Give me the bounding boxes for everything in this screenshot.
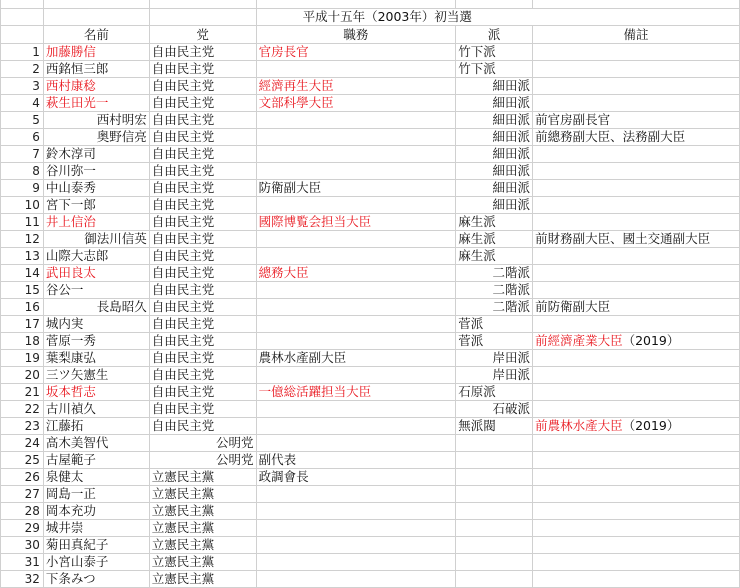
header-party[interactable]: 党 <box>149 26 256 44</box>
post-cell[interactable] <box>256 333 456 350</box>
faction-cell[interactable]: 無派閥 <box>456 418 533 435</box>
row-number-cell[interactable]: 24 <box>1 435 44 452</box>
note-cell[interactable] <box>533 469 740 486</box>
faction-cell[interactable] <box>456 571 533 588</box>
table-row <box>1 129 740 146</box>
cell[interactable] <box>533 0 740 9</box>
note-cell[interactable]: 前防衛副大臣 <box>533 299 740 316</box>
row-number-cell[interactable]: 23 <box>1 418 44 435</box>
post-cell[interactable] <box>256 537 456 554</box>
party-cell[interactable]: 立憲民主黨 <box>149 503 256 520</box>
party-cell[interactable]: 自由民主党 <box>149 214 256 231</box>
table-row <box>1 452 740 469</box>
name-cell[interactable]: 岡島一正 <box>43 486 149 503</box>
note-cell[interactable] <box>533 214 740 231</box>
faction-cell[interactable]: 細田派 <box>456 197 533 214</box>
faction-cell[interactable]: 竹下派 <box>456 44 533 61</box>
row-number-cell[interactable]: 27 <box>1 486 44 503</box>
name-cell[interactable]: 奥野信亮 <box>43 129 149 146</box>
table-row <box>1 469 740 486</box>
post-cell[interactable] <box>256 316 456 333</box>
table-row <box>1 197 740 214</box>
post-cell[interactable] <box>256 61 456 78</box>
faction-cell[interactable]: 石原派 <box>456 384 533 401</box>
faction-cell[interactable]: 岸田派 <box>456 367 533 384</box>
name-cell[interactable]: 長島昭久 <box>43 299 149 316</box>
faction-cell[interactable]: 細田派 <box>456 95 533 112</box>
note-cell[interactable] <box>533 418 740 435</box>
faction-cell[interactable]: 二階派 <box>456 265 533 282</box>
faction-cell[interactable] <box>456 469 533 486</box>
faction-cell[interactable]: 細田派 <box>456 146 533 163</box>
note-cell[interactable] <box>533 316 740 333</box>
name-cell[interactable]: 鈴木淳司 <box>43 146 149 163</box>
note-cell[interactable] <box>533 197 740 214</box>
note-cell[interactable]: 前官房副長官 <box>533 112 740 129</box>
faction-cell[interactable]: 細田派 <box>456 112 533 129</box>
faction-cell[interactable]: 二階派 <box>456 282 533 299</box>
post-cell[interactable]: 副代表 <box>256 452 456 469</box>
note-cell[interactable] <box>533 537 740 554</box>
row-number-cell[interactable]: 31 <box>1 554 44 571</box>
name-cell[interactable]: 谷川弥一 <box>43 163 149 180</box>
name-cell[interactable]: 城内実 <box>43 316 149 333</box>
note-cell[interactable] <box>533 180 740 197</box>
table-row <box>1 384 740 401</box>
table-row <box>1 78 740 95</box>
post-cell[interactable] <box>256 418 456 435</box>
note-cell[interactable] <box>533 61 740 78</box>
row-number-cell[interactable]: 28 <box>1 503 44 520</box>
table-row <box>1 503 740 520</box>
note-year: （2019） <box>622 418 680 433</box>
faction-cell[interactable]: 菅派 <box>456 316 533 333</box>
post-cell[interactable]: 一億総活躍担当大臣 <box>256 384 456 401</box>
table-row <box>1 299 740 316</box>
faction-cell[interactable] <box>456 486 533 503</box>
post-cell[interactable] <box>256 163 456 180</box>
note-cell[interactable]: 前財務副大臣、國土交通副大臣 <box>533 231 740 248</box>
party-cell[interactable]: 自由民主党 <box>149 316 256 333</box>
name-cell[interactable]: 江藤拓 <box>43 418 149 435</box>
cell[interactable] <box>43 9 149 26</box>
faction-cell[interactable]: 二階派 <box>456 299 533 316</box>
note-year: （2019） <box>622 333 680 348</box>
name-cell[interactable]: 坂本哲志 <box>43 384 149 401</box>
party-cell[interactable]: 自由民主党 <box>149 265 256 282</box>
table-row <box>1 537 740 554</box>
party-cell[interactable]: 自由民主党 <box>149 61 256 78</box>
party-cell[interactable]: 自由民主党 <box>149 367 256 384</box>
name-cell[interactable]: 西村康稔 <box>43 78 149 95</box>
table-row <box>1 282 740 299</box>
name-cell[interactable]: 菅原一秀 <box>43 333 149 350</box>
header-row <box>1 26 740 44</box>
party-cell[interactable]: 自由民主党 <box>149 197 256 214</box>
name-cell[interactable]: 三ツ矢憲生 <box>43 367 149 384</box>
row-number-cell[interactable]: 20 <box>1 367 44 384</box>
party-cell[interactable]: 公明党 <box>149 452 256 469</box>
table-row <box>1 418 740 435</box>
name-cell[interactable]: 谷公一 <box>43 282 149 299</box>
row-number-cell[interactable]: 1 <box>1 44 44 61</box>
row-number-cell[interactable]: 29 <box>1 520 44 537</box>
table-row <box>1 146 740 163</box>
row-number-cell[interactable]: 12 <box>1 231 44 248</box>
row-number-cell[interactable] <box>1 0 44 9</box>
faction-cell[interactable] <box>456 503 533 520</box>
row-number-cell[interactable]: 16 <box>1 299 44 316</box>
party-cell[interactable]: 立憲民主黨 <box>149 520 256 537</box>
note-cell[interactable] <box>533 333 740 350</box>
post-cell[interactable] <box>256 401 456 418</box>
table-row <box>1 554 740 571</box>
faction-cell[interactable]: 石破派 <box>456 401 533 418</box>
party-cell[interactable]: 自由民主党 <box>149 180 256 197</box>
header-name[interactable]: 名前 <box>43 26 149 44</box>
row-number-cell[interactable]: 13 <box>1 248 44 265</box>
note-cell[interactable] <box>533 248 740 265</box>
note-cell[interactable] <box>533 401 740 418</box>
faction-cell[interactable]: 麻生派 <box>456 214 533 231</box>
note-cell[interactable] <box>533 78 740 95</box>
note-cell[interactable] <box>533 384 740 401</box>
sheet-title[interactable]: 平成十五年（2003年）初当選 <box>256 9 739 26</box>
note-cell[interactable] <box>533 486 740 503</box>
row-number-cell[interactable]: 8 <box>1 163 44 180</box>
row-number-cell[interactable]: 11 <box>1 214 44 231</box>
party-cell[interactable]: 自由民主党 <box>149 78 256 95</box>
row-number-cell[interactable]: 15 <box>1 282 44 299</box>
name-cell[interactable]: 宮下一郎 <box>43 197 149 214</box>
name-cell[interactable]: 西銘恒三郎 <box>43 61 149 78</box>
post-cell[interactable] <box>256 520 456 537</box>
name-cell[interactable]: 西村明宏 <box>43 112 149 129</box>
post-cell[interactable] <box>256 248 456 265</box>
party-cell[interactable]: 立憲民主黨 <box>149 554 256 571</box>
note-highlight: 前農林水產大臣 <box>535 418 623 433</box>
name-cell[interactable]: 古川禎久 <box>43 401 149 418</box>
faction-cell[interactable] <box>456 435 533 452</box>
post-cell[interactable] <box>256 146 456 163</box>
party-cell[interactable]: 立憲民主黨 <box>149 537 256 554</box>
table-row <box>1 61 740 78</box>
post-cell[interactable]: 經濟再生大臣 <box>256 78 456 95</box>
name-cell[interactable]: 葉梨康弘 <box>43 350 149 367</box>
note-cell[interactable] <box>533 520 740 537</box>
table-row <box>1 112 740 129</box>
note-cell[interactable] <box>533 571 740 588</box>
table-row <box>1 571 740 588</box>
table-row <box>1 214 740 231</box>
faction-cell[interactable]: 細田派 <box>456 78 533 95</box>
name-cell[interactable]: 泉健太 <box>43 469 149 486</box>
name-cell[interactable]: 下条みつ <box>43 571 149 588</box>
party-cell[interactable]: 自由民主党 <box>149 384 256 401</box>
table-row <box>1 163 740 180</box>
note-cell[interactable] <box>533 435 740 452</box>
faction-cell[interactable]: 菅派 <box>456 333 533 350</box>
note-cell[interactable] <box>533 163 740 180</box>
party-cell[interactable]: 自由民主党 <box>149 44 256 61</box>
faction-cell[interactable]: 細田派 <box>456 180 533 197</box>
row-number-cell[interactable]: 17 <box>1 316 44 333</box>
party-cell[interactable]: 自由民主党 <box>149 163 256 180</box>
note-cell[interactable] <box>533 265 740 282</box>
table-row <box>1 435 740 452</box>
note-cell[interactable]: 前總務副大臣、法務副大臣 <box>533 129 740 146</box>
cell[interactable] <box>256 0 456 9</box>
party-cell[interactable]: 自由民主党 <box>149 350 256 367</box>
row-number-cell[interactable]: 7 <box>1 146 44 163</box>
post-cell[interactable] <box>256 503 456 520</box>
faction-cell[interactable]: 麻生派 <box>456 231 533 248</box>
name-cell[interactable]: 中山泰秀 <box>43 180 149 197</box>
party-cell[interactable]: 自由民主党 <box>149 112 256 129</box>
row-number-cell[interactable]: 25 <box>1 452 44 469</box>
post-cell[interactable] <box>256 129 456 146</box>
party-cell[interactable]: 自由民主党 <box>149 248 256 265</box>
faction-cell[interactable] <box>456 537 533 554</box>
cell[interactable] <box>149 9 256 26</box>
post-cell[interactable] <box>256 231 456 248</box>
header-note[interactable]: 備註 <box>533 26 740 44</box>
table-row <box>1 95 740 112</box>
title-row <box>1 9 740 26</box>
row-number-cell[interactable]: 26 <box>1 469 44 486</box>
table-row <box>1 401 740 418</box>
row-number-cell[interactable]: 22 <box>1 401 44 418</box>
party-cell[interactable]: 立憲民主黨 <box>149 486 256 503</box>
party-cell[interactable]: 自由民主党 <box>149 401 256 418</box>
faction-cell[interactable] <box>456 520 533 537</box>
faction-cell[interactable]: 細田派 <box>456 163 533 180</box>
post-cell[interactable]: 政調會長 <box>256 469 456 486</box>
post-cell[interactable]: 總務大臣 <box>256 265 456 282</box>
table-row <box>1 231 740 248</box>
note-cell[interactable] <box>533 44 740 61</box>
cell[interactable] <box>456 0 533 9</box>
row-number-cell[interactable]: 14 <box>1 265 44 282</box>
cell[interactable] <box>43 0 149 9</box>
table-row <box>1 44 740 61</box>
post-cell[interactable]: 防衛副大臣 <box>256 180 456 197</box>
party-cell[interactable]: 立憲民主黨 <box>149 571 256 588</box>
row-number-cell[interactable]: 9 <box>1 180 44 197</box>
faction-cell[interactable] <box>456 452 533 469</box>
faction-cell[interactable]: 麻生派 <box>456 248 533 265</box>
name-cell[interactable]: 小宮山泰子 <box>43 554 149 571</box>
row-number-cell[interactable]: 30 <box>1 537 44 554</box>
faction-cell[interactable]: 細田派 <box>456 129 533 146</box>
name-cell[interactable]: 高木美智代 <box>43 435 149 452</box>
name-cell[interactable]: 菊田真紀子 <box>43 537 149 554</box>
name-cell[interactable]: 加藤勝信 <box>43 44 149 61</box>
row-number-cell[interactable]: 2 <box>1 61 44 78</box>
name-cell[interactable]: 岡本充功 <box>43 503 149 520</box>
note-cell[interactable] <box>533 146 740 163</box>
post-cell[interactable] <box>256 197 456 214</box>
note-cell[interactable] <box>533 554 740 571</box>
table-row <box>1 350 740 367</box>
name-cell[interactable]: 武田良太 <box>43 265 149 282</box>
row-number-cell[interactable]: 10 <box>1 197 44 214</box>
table-row <box>1 265 740 282</box>
party-cell[interactable]: 自由民主党 <box>149 95 256 112</box>
post-cell[interactable]: 文部科學大臣 <box>256 95 456 112</box>
spreadsheet-blank-row <box>1 0 740 9</box>
row-number-cell[interactable]: 19 <box>1 350 44 367</box>
faction-cell[interactable]: 竹下派 <box>456 61 533 78</box>
post-cell[interactable] <box>256 486 456 503</box>
name-cell[interactable]: 城井崇 <box>43 520 149 537</box>
faction-cell[interactable] <box>456 554 533 571</box>
post-cell[interactable] <box>256 367 456 384</box>
table-row <box>1 316 740 333</box>
post-cell[interactable]: 農林水產副大臣 <box>256 350 456 367</box>
note-cell[interactable] <box>533 452 740 469</box>
row-number-cell[interactable]: 21 <box>1 384 44 401</box>
name-cell[interactable]: 萩生田光一 <box>43 95 149 112</box>
party-cell[interactable]: 自由民主党 <box>149 418 256 435</box>
table-row <box>1 367 740 384</box>
row-number-cell[interactable]: 32 <box>1 571 44 588</box>
table-row <box>1 248 740 265</box>
row-number-cell[interactable] <box>1 26 44 44</box>
post-cell[interactable] <box>256 299 456 316</box>
post-cell[interactable] <box>256 571 456 588</box>
post-cell[interactable]: 國際博覧会担当大臣 <box>256 214 456 231</box>
party-cell[interactable]: 自由民主党 <box>149 299 256 316</box>
row-number-cell[interactable]: 6 <box>1 129 44 146</box>
name-cell[interactable]: 古屋範子 <box>43 452 149 469</box>
party-cell[interactable]: 立憲民主黨 <box>149 469 256 486</box>
table-row <box>1 486 740 503</box>
post-cell[interactable] <box>256 435 456 452</box>
cell[interactable] <box>149 0 256 9</box>
party-cell[interactable]: 自由民主党 <box>149 333 256 350</box>
faction-cell[interactable]: 岸田派 <box>456 350 533 367</box>
note-cell[interactable] <box>533 367 740 384</box>
header-faction[interactable]: 派 <box>456 26 533 44</box>
party-cell[interactable]: 自由民主党 <box>149 282 256 299</box>
post-cell[interactable] <box>256 112 456 129</box>
party-cell[interactable]: 公明党 <box>149 435 256 452</box>
table-row <box>1 180 740 197</box>
party-cell[interactable]: 自由民主党 <box>149 129 256 146</box>
table-row <box>1 520 740 537</box>
note-cell[interactable] <box>533 503 740 520</box>
note-cell[interactable] <box>533 95 740 112</box>
name-cell[interactable]: 御法川信英 <box>43 231 149 248</box>
post-cell[interactable]: 官房長官 <box>256 44 456 61</box>
note-cell[interactable] <box>533 350 740 367</box>
name-cell[interactable]: 山際大志郎 <box>43 248 149 265</box>
party-cell[interactable]: 自由民主党 <box>149 146 256 163</box>
row-number-cell[interactable]: 18 <box>1 333 44 350</box>
header-post[interactable]: 職務 <box>256 26 456 44</box>
post-cell[interactable] <box>256 554 456 571</box>
name-cell[interactable]: 井上信治 <box>43 214 149 231</box>
post-cell[interactable] <box>256 282 456 299</box>
row-number-cell[interactable]: 5 <box>1 112 44 129</box>
row-number-cell[interactable] <box>1 9 44 26</box>
party-cell[interactable]: 自由民主党 <box>149 231 256 248</box>
note-cell[interactable] <box>533 282 740 299</box>
table-row <box>1 333 740 350</box>
row-number-cell[interactable]: 3 <box>1 78 44 95</box>
row-number-cell[interactable]: 4 <box>1 95 44 112</box>
note-highlight: 前經濟產業大臣 <box>535 333 623 348</box>
